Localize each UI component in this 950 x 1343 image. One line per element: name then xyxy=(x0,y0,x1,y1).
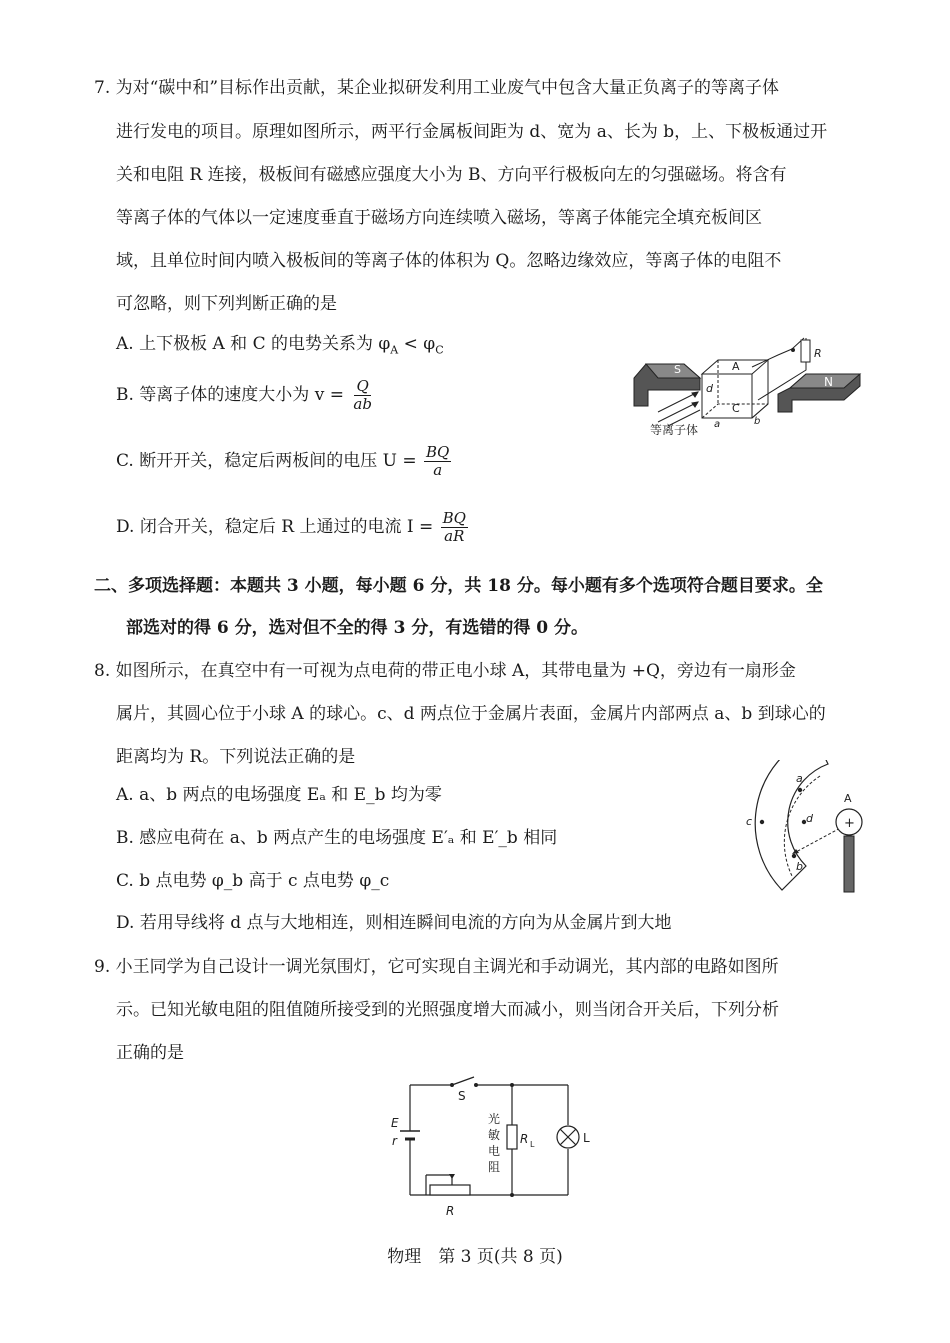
point-a xyxy=(798,788,802,792)
svg-text:b: b xyxy=(754,416,761,427)
svg-text:A: A xyxy=(732,360,740,373)
q7-mhd-generator-diagram xyxy=(628,330,868,442)
section-2-heading: 二、多项选择题：本题共 3 小题，每小题 6 分，共 18 分。每小题有多个选项符合题目要求。全 xyxy=(94,576,823,596)
q7-line-6: 可忽略，则下列判断正确的是 xyxy=(116,294,337,314)
q7-option-c: C. 断开开关，稳定后两板间的电压 U = $\frac{BQ}{a}$ xyxy=(116,443,450,479)
svg-text:A: A xyxy=(844,792,852,805)
q7-option-a: A. 上下极板 A 和 C 的电势关系为 $\varphi_A < \varphi_C$ xyxy=(116,334,444,357)
svg-text:电: 电 xyxy=(488,1144,501,1158)
photoresistor xyxy=(507,1125,517,1149)
q7-option-b: B. 等离子体的速度大小为 v = $\frac{Q}{ab}$ xyxy=(116,377,372,413)
s-magnet xyxy=(634,363,700,406)
q7-line-5: 域，且单位时间内喷入极板间的等离子体的体积为 Q。忽略边缘效应，等离子体的电阻不 xyxy=(116,251,782,271)
q8-line-3: 距离均为 R。下列说法正确的是 xyxy=(116,747,356,767)
q8-sector-diagram xyxy=(740,760,880,896)
svg-text:R: R xyxy=(520,1132,529,1146)
fraction: $\frac{BQ}{a}$ xyxy=(426,443,450,479)
rheostat-slider xyxy=(449,1174,455,1179)
svg-text:E: E xyxy=(391,1116,399,1130)
fraction: $\frac{Q}{ab}$ xyxy=(353,377,372,413)
q8-option-c: C. b 点电势 φ_b 高于 c 点电势 φ_c xyxy=(116,871,390,891)
svg-text:阻: 阻 xyxy=(488,1160,501,1174)
q9-line-2: 示。已知光敏电阻的阻值随所接受到的光照强度增大而减小，则当闭合开关后，下列分析 xyxy=(116,1000,779,1020)
svg-text:敏: 敏 xyxy=(488,1128,501,1142)
radius-line xyxy=(796,826,844,852)
q8-line-1: 8. 如图所示，在真空中有一可视为点电荷的带正电小球 A，其带电量为 +Q，旁边有一扇形金 xyxy=(94,661,796,681)
svg-text:S: S xyxy=(458,1089,466,1103)
svg-text:R: R xyxy=(446,1204,455,1218)
svg-text:d: d xyxy=(706,382,713,395)
switch-contact xyxy=(450,1083,454,1087)
svg-text:L: L xyxy=(583,1131,590,1145)
q8-option-b: B. 感应电荷在 a、b 两点产生的电场强度 E′ₐ 和 E′_b 相同 xyxy=(116,828,558,848)
q8-line-2: 属片，其圆心位于小球 A 的球心。c、d 两点位于金属片表面，金属片内部两点 a、b 到球心的 xyxy=(116,704,826,724)
section-2-instructions: 部选对的得 6 分，选对但不全的得 3 分，有选错的得 0 分。 xyxy=(126,618,588,638)
svg-text:R: R xyxy=(814,347,822,360)
svg-text:c: c xyxy=(746,815,753,828)
q8-option-a: A. a、b 两点的电场强度 Eₐ 和 E_b 均为零 xyxy=(116,785,442,805)
junction xyxy=(510,1193,514,1197)
q9-circuit-diagram xyxy=(380,1075,600,1225)
svg-text:d: d xyxy=(806,812,813,825)
point-b xyxy=(792,854,796,858)
q7-line-3: 关和电阻 R 连接，极板间有磁感应强度大小为 B、方向平行极板向左的匀强磁场。将含有 xyxy=(116,165,787,185)
svg-text:光: 光 xyxy=(488,1112,501,1126)
point-c xyxy=(760,820,764,824)
switch-contact xyxy=(474,1083,478,1087)
svg-text:等离子体: 等离子体 xyxy=(650,423,699,437)
q7-line-2: 进行发电的项目。原理如图所示，两平行金属板间距为 d、宽为 a、长为 b，上、下极板通过开 xyxy=(116,122,828,142)
fraction: $\frac{BQ}{aR}$ xyxy=(442,509,466,545)
page-footer: 物理 第 3 页(共 8 页) xyxy=(387,1247,563,1267)
svg-text:S: S xyxy=(674,363,681,376)
svg-text:N: N xyxy=(824,375,833,389)
q8-option-d: D. 若用导线将 d 点与大地相连，则相连瞬间电流的方向为从金属片到大地 xyxy=(116,913,672,933)
q7-option-d: D. 闭合开关，稳定后 R 上通过的电流 I = $\frac{BQ}{aR}$ xyxy=(116,509,466,545)
junction xyxy=(510,1083,514,1087)
svg-text:+: + xyxy=(844,816,855,831)
q7-line-4: 等离子体的气体以一定速度垂直于磁场方向连续喷入磁场，等离子体能完全填充板间区 xyxy=(116,208,762,228)
svg-text:a: a xyxy=(714,419,721,430)
q7-line-1: 7. 为对“碳中和”目标作出贡献，某企业拟研发利用工业废气中包含大量正负离子的等离子体 xyxy=(94,78,780,98)
insulating-stand xyxy=(844,836,854,892)
metal-sector xyxy=(755,760,828,890)
rheostat xyxy=(430,1185,470,1195)
q9-line-3: 正确的是 xyxy=(116,1043,184,1063)
svg-text:b: b xyxy=(796,860,803,873)
q9-line-1: 9. 小王同学为自己设计一调光氛围灯，它可实现自主调光和手动调光，其内部的电路如图所 xyxy=(94,957,779,977)
svg-text:C: C xyxy=(732,402,740,415)
plasma-arrows xyxy=(658,392,700,426)
svg-text:L: L xyxy=(530,1140,535,1149)
svg-text:r: r xyxy=(392,1134,397,1148)
svg-text:a: a xyxy=(796,772,803,785)
